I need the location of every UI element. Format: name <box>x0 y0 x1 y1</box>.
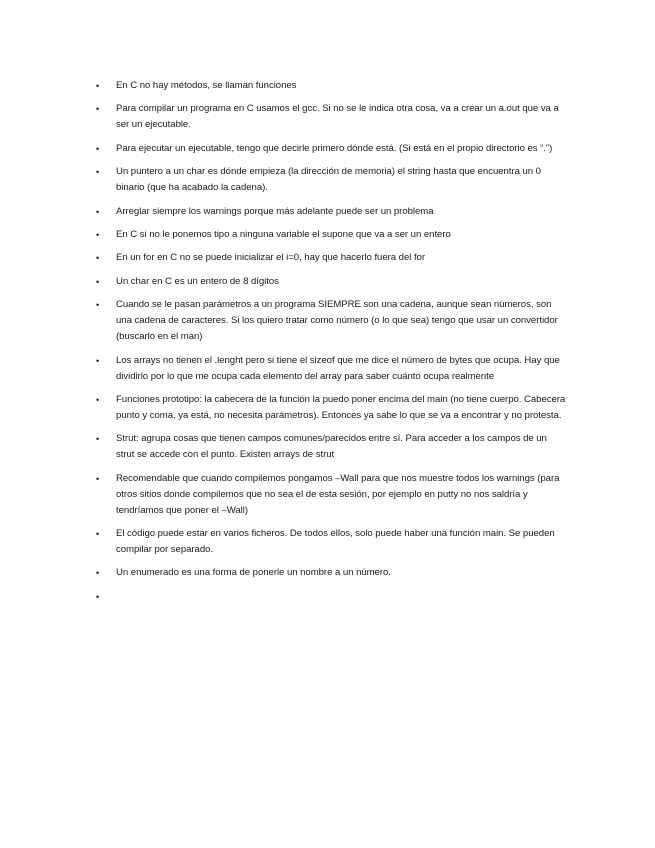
list-item-text <box>116 589 566 605</box>
list-item <box>96 526 566 558</box>
list-item <box>96 101 566 133</box>
bullet-icon: • <box>96 81 100 91</box>
bullet-icon: • <box>96 143 100 154</box>
bullet-icon: • <box>96 434 100 445</box>
bullet-icon: • <box>96 591 100 602</box>
bullet-icon: • <box>96 394 100 405</box>
list-item <box>96 565 566 581</box>
list-item-text: Cuando se le pasan parámetros a un programa SIEMPRE son una cadena, aunque sean números, son una cadena de caracteres. Si los quiero tratar como número (o lo que sea) tengo que usar un convertidor (buscarlo en el man) <box>116 299 558 343</box>
bullet-icon: • <box>96 253 100 264</box>
list-item-text: Recomendable que cuando compilemos pongamos –Wall para que nos muestre todos los warnings (para otros sitios donde compilemos que no sea el de esta sesión, por ejemplo en putty no nos saldría y tendríamos que poner el –Wall) <box>116 472 560 516</box>
list-item <box>96 227 566 243</box>
bullet-icon: • <box>96 529 100 540</box>
list-item-text: Un char en C es un entero de 8 dígitos <box>116 275 279 287</box>
list-item-text: Un puntero a un char es dónde empieza (la dirección de memoria) el string hasta que encuentra un 0 binario (que ha acabado la cadena). <box>116 166 541 194</box>
list-item-text: Para compilar un programa en C usamos el gcc. Si no se le indica otra cosa, va a crear un a.out que va a ser un ejecutable. <box>116 103 559 131</box>
bullet-icon: • <box>96 473 100 484</box>
bullet-icon: • <box>96 568 100 579</box>
bullet-icon: • <box>96 229 100 240</box>
list-item-text: Arreglar siempre los warnings porque más adelante puede ser un problema <box>116 205 434 217</box>
list-item-text: Strut: agrupa cosas que tienen campos comunes/parecidos entre sí. Para acceder a los campos de un strut se accede con el punto. Existen arrays de strut <box>116 433 547 461</box>
bullet-icon: • <box>96 104 100 115</box>
bullet-list <box>96 78 566 612</box>
bullet-icon: • <box>96 276 100 287</box>
list-item-text: En C si no le ponemos tipo a ninguna variable el supone que va a ser un entero <box>116 228 451 240</box>
bullet-icon: • <box>96 300 100 311</box>
list-item <box>96 78 566 94</box>
list-item-text: Los arrays no tienen el .lenght pero si tiene el sizeof que me dice el número de bytes que ocupa. Hay que dividirlo por lo que me ocupa cada elemento del array para saber cuánto ocupa realmente <box>116 354 560 382</box>
list-item <box>96 164 566 196</box>
list-item <box>96 353 566 385</box>
list-item <box>96 392 566 424</box>
list-item <box>96 250 566 266</box>
list-item <box>96 431 566 463</box>
bullet-icon: • <box>96 355 100 366</box>
list-item <box>96 471 566 519</box>
list-item-text: Un enumerado es una forma de ponerle un nombre a un número. <box>116 567 391 579</box>
list-item <box>96 141 566 157</box>
list-item <box>96 204 566 220</box>
list-item <box>96 297 566 345</box>
list-item-text: En C no hay métodos, se llaman funciones <box>116 80 297 91</box>
list-item-text: Funciones prototipo: la cabecera de la función la puedo poner encima del main (no tiene cuerpo. Cabecera punto y coma, ya está, no necesita parámetros). Entonces ya sabe lo que se va a encontrar y no protesta. <box>116 393 566 421</box>
list-item-empty <box>96 589 566 605</box>
list-item-text: Para ejecutar un ejecutable, tengo que decirle primero dónde está. (Si está en el propio directorio es “.”) <box>116 142 553 154</box>
list-item-text: El código puede estar en varios ficheros. De todos ellos, solo puede haber una función main. Se pueden compilar por separado. <box>116 528 555 556</box>
list-item <box>96 274 566 290</box>
bullet-icon: • <box>96 167 100 178</box>
list-item-text: En un for en C no se puede inicializar el i=0, hay que hacerlo fuera del for <box>116 252 425 264</box>
bullet-icon: • <box>96 206 100 217</box>
